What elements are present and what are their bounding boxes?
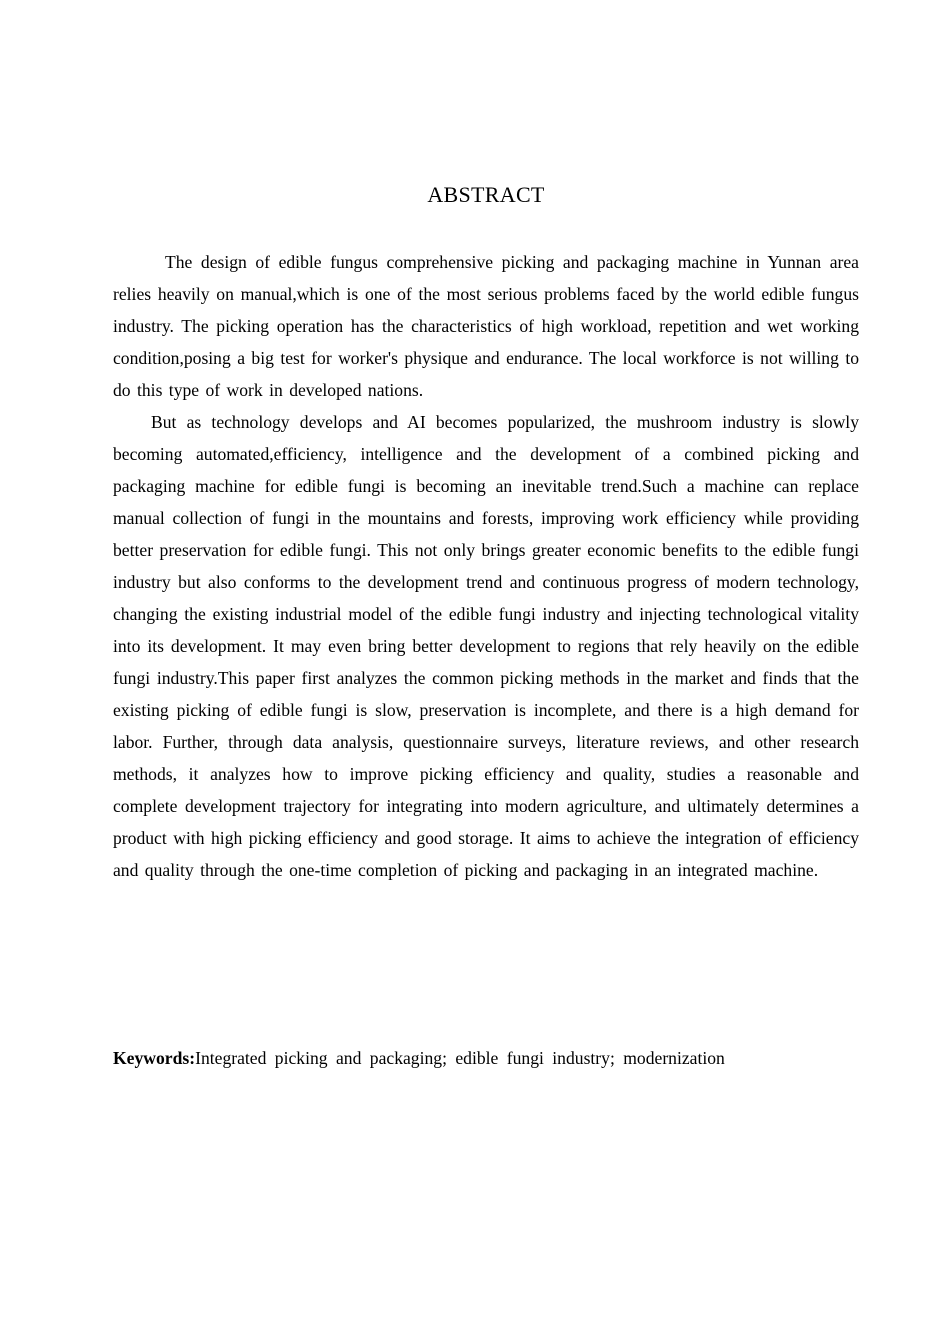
keywords-line bbox=[113, 1042, 859, 1074]
abstract-paragraph-2: But as technology develops and AI becomes popularized, the mushroom industry is slowly becoming automated,efficiency, intelligence and the development of a combined picking and packaging machine for edible fungi is becoming an inevitable trend.Such a machine can replace manual collection of fungi in the mountains and forests, improving work efficiency while providing better preservation for edible fungi. This not only brings greater economic benefits to the edible fungi industry but also conforms to the development trend and continuous progress of modern technology, changing the existing industrial model of the edible fungi industry and injecting technological vitality into its development. It may even bring better development to regions that rely heavily on the edible fungi industry.This paper first analyzes the common picking methods in the market and finds that the existing picking of edible fungi is slow, preservation is incomplete, and there is a high demand for labor. Further, through data analysis, questionnaire surveys, literature reviews, and other research methods, it analyzes how to improve picking efficiency and quality, studies a reasonable and complete development trajectory for integrating into modern agriculture, and ultimately determines a product with high picking efficiency and good storage. It aims to achieve the integration of efficiency and quality through the one-time completion of picking and packaging in an integrated machine. bbox=[113, 412, 859, 880]
keywords-label: Keywords: bbox=[113, 1048, 196, 1068]
keywords-text: Integrated picking and packaging; edible fungi industry; modernization bbox=[195, 1048, 725, 1068]
abstract-title: ABSTRACT bbox=[427, 182, 545, 207]
abstract-body bbox=[113, 246, 859, 886]
abstract-paragraph-1: The design of edible fungus comprehensive picking and packaging machine in Yunnan area relies heavily on manual,which is one of the most serious problems faced by the world edible fungus industry. The picking operation has the characteristics of high workload, repetition and wet working condition,posing a big test for worker's physique and endurance. The local workforce is not willing to do this type of work in developed nations. bbox=[113, 252, 859, 400]
